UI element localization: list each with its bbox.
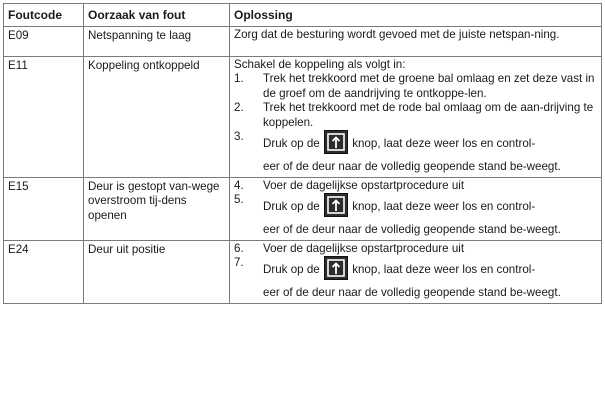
door-open-button-icon <box>324 130 348 154</box>
step-text-after-icon: knop, laat deze weer los en control- <box>352 263 536 276</box>
solution-step <box>234 256 597 301</box>
solution-step <box>234 130 597 175</box>
header-error-code: Foutcode <box>4 4 84 27</box>
step-number: 3. <box>234 130 244 143</box>
step-number: 7. <box>234 256 244 269</box>
table-row <box>4 56 602 177</box>
step-text-continued: eer of de deur naar de volledig geopende stand be-weegt. <box>263 160 561 173</box>
step-text-before-icon: Druk op de <box>263 200 320 213</box>
solution-intro: Schakel de koppeling als volgt in: <box>234 57 406 71</box>
error-code: E11 <box>4 56 84 177</box>
step-text: Trek het trekkoord met de rode bal omlaag om de aan-drijving te koppelen. <box>263 101 594 129</box>
error-cause: Koppeling ontkoppeld <box>84 56 230 177</box>
error-solution <box>230 240 602 303</box>
step-text: Trek het trekkoord met de groene bal omlaag en zet deze vast in de groef om de aandrijving te ontkoppe-len. <box>263 72 595 100</box>
solution-step <box>234 179 597 194</box>
step-text: Voer de dagelijkse opstartprocedure uit <box>263 178 465 192</box>
step-number: 4. <box>234 178 244 192</box>
error-solution <box>230 26 602 56</box>
table-row <box>4 26 602 56</box>
error-code-table-wrapper <box>3 3 602 304</box>
step-number: 1. <box>234 72 244 85</box>
step-text-before-icon: Druk op de <box>263 263 320 276</box>
solution-step <box>234 101 597 130</box>
header-cause: Oorzaak van fout <box>84 4 230 27</box>
door-open-button-icon <box>324 193 348 217</box>
solution-step <box>234 72 597 101</box>
step-text-after-icon: knop, laat deze weer los en control- <box>352 137 536 150</box>
solution-text: Zorg dat de besturing wordt gevoed met de juiste netspan-ning. <box>234 27 560 41</box>
step-number: 6. <box>234 241 244 255</box>
door-open-button-icon <box>324 256 348 280</box>
error-cause: Netspanning te laag <box>84 26 230 56</box>
solution-step <box>234 193 597 238</box>
step-text-continued: eer of de deur naar de volledig geopende stand be-weegt. <box>263 223 561 236</box>
table-row <box>4 177 602 240</box>
error-cause: Deur uit positie <box>84 240 230 303</box>
error-code: E09 <box>4 26 84 56</box>
error-code-table <box>3 3 602 304</box>
error-code: E24 <box>4 240 84 303</box>
error-solution <box>230 56 602 177</box>
table-header-row <box>4 4 602 27</box>
header-solution: Oplossing <box>230 4 602 27</box>
table-row <box>4 240 602 303</box>
step-number: 5. <box>234 193 244 206</box>
step-text-after-icon: knop, laat deze weer los en control- <box>352 200 536 213</box>
error-cause: Deur is gestopt van-wege overstroom tij-dens openen <box>84 177 230 240</box>
step-text-before-icon: Druk op de <box>263 137 320 150</box>
step-number: 2. <box>234 101 244 114</box>
step-text-continued: eer of de deur naar de volledig geopende stand be-weegt. <box>263 286 561 299</box>
error-solution <box>230 177 602 240</box>
step-text: Voer de dagelijkse opstartprocedure uit <box>263 241 465 255</box>
solution-step <box>234 242 597 257</box>
error-code: E15 <box>4 177 84 240</box>
